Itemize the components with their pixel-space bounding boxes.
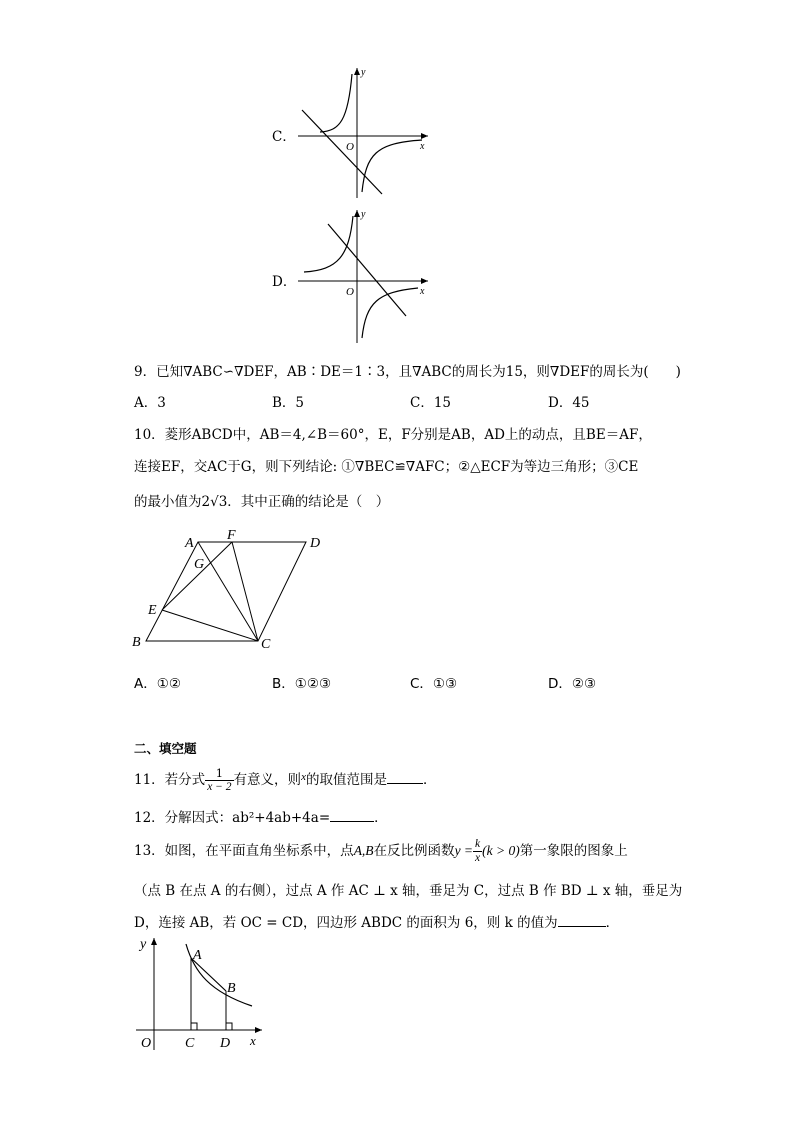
hyperbola-branch-quadrant-4 bbox=[362, 140, 422, 192]
q8-option-c-graph bbox=[290, 62, 440, 202]
q10-option-d: D．②③ bbox=[548, 676, 597, 692]
q11-stem bbox=[134, 760, 436, 794]
x-axis-label: x bbox=[420, 141, 425, 152]
q10-stem-line1: 10．菱形ABCD中，AB＝4,∠B＝60°，E，F分别是AB，AD上的动点，且BE＝AF， bbox=[134, 427, 652, 443]
y-axis-arrow bbox=[354, 68, 360, 75]
q13-condition: (k > 0) bbox=[482, 843, 520, 858]
point-label-a: A bbox=[185, 536, 194, 551]
q9-stem: 9．已知∇ABC∽∇DEF，AB∶DE＝1∶3，且∇ABC的周长为15，则∇DEF的周长为( ) bbox=[134, 364, 681, 380]
y-axis-arrow bbox=[354, 210, 360, 217]
q10-option-c: C．①③ bbox=[410, 676, 458, 692]
origin-label: O bbox=[141, 1036, 152, 1051]
point-label-e: E bbox=[148, 603, 157, 618]
origin-label: O bbox=[346, 286, 354, 298]
q13-line1-c: 第一象限的图象上 bbox=[519, 843, 628, 859]
q13-fraction-denominator: x bbox=[475, 852, 481, 864]
right-angle-mark-c bbox=[191, 1023, 197, 1030]
origin-label: O bbox=[346, 141, 354, 153]
q11-middle: 有意义，则 bbox=[233, 772, 302, 788]
point-label-d: D bbox=[220, 1036, 231, 1051]
q11-fraction bbox=[205, 767, 233, 794]
point-label-f: F bbox=[227, 528, 236, 543]
q11-prefix: 11．若分式 bbox=[134, 772, 206, 788]
right-angle-mark-d bbox=[226, 1023, 232, 1030]
q8-option-c-label: C． bbox=[272, 129, 296, 145]
q13-stem-line2: （点 B 在点 A 的右侧），过点 A 作 AC ⊥ x 轴，垂足为 C，过点 B 作 BD ⊥ x 轴，垂足为 bbox=[134, 883, 683, 899]
q12-end: ． bbox=[374, 810, 388, 826]
q11-fraction-numerator: 1 bbox=[205, 767, 233, 781]
point-label-a: A bbox=[193, 948, 202, 963]
segment-ef bbox=[162, 542, 232, 610]
q13-fraction bbox=[473, 838, 482, 865]
q13-answer-blank[interactable] bbox=[558, 914, 606, 927]
linear-function-line bbox=[328, 224, 406, 316]
y-axis-label: y bbox=[361, 209, 366, 220]
x-axis-arrow bbox=[255, 1027, 262, 1033]
q10-rhombus-figure bbox=[128, 528, 338, 656]
x-axis-arrow bbox=[421, 133, 428, 139]
q11-suffix: 的取值范围是 bbox=[305, 772, 387, 788]
point-label-b: B bbox=[227, 981, 236, 996]
x-axis-label: x bbox=[420, 286, 425, 297]
q12-answer-blank[interactable] bbox=[330, 809, 374, 822]
linear-function-line bbox=[302, 110, 382, 194]
q10-stem-line2: 连接EF，交AC于G，则下列结论: ①∇BEC≌∇AFC；②△ECF为等边三角形；③CE bbox=[134, 459, 639, 475]
segment-ec bbox=[162, 610, 258, 641]
q11-variable: x bbox=[301, 771, 306, 783]
q13-stem-line3 bbox=[134, 911, 619, 931]
q13-points: A,B bbox=[353, 843, 374, 858]
y-axis-arrow bbox=[151, 938, 157, 945]
segment-ac bbox=[198, 542, 258, 641]
section-heading-fill-blank: 二、填空题 bbox=[134, 741, 197, 756]
hyperbola-branch-quadrant-4 bbox=[362, 288, 418, 338]
q10-option-a: A．①② bbox=[134, 676, 181, 692]
point-label-b: B bbox=[132, 635, 141, 650]
q10-stem-line3: 的最小值为2√3．其中正确的结论是（ ） bbox=[134, 494, 390, 510]
point-label-d: D bbox=[310, 536, 321, 551]
q13-line3-b: ． bbox=[605, 915, 620, 931]
point-label-g: G bbox=[194, 557, 205, 572]
axis-label-y: y bbox=[140, 937, 147, 952]
q12-prefix: 12．分解因式：ab²+4ab+4a= bbox=[134, 810, 331, 826]
point-label-c: C bbox=[261, 637, 271, 652]
q13-line1-b: 在反比例函数 bbox=[373, 843, 455, 859]
q13-line3-a: D，连接 AB，若 OC = CD，四边形 ABDC 的面积为 6，则 k 的值为 bbox=[134, 915, 558, 931]
q13-stem-line1 bbox=[134, 832, 628, 870]
q9-option-a: A．3 bbox=[134, 395, 166, 411]
q8-option-d-graph bbox=[290, 206, 440, 346]
q11-fraction-denominator: x − 2 bbox=[207, 781, 232, 793]
q9-option-c: C．15 bbox=[410, 395, 452, 411]
q10-option-b: B．①②③ bbox=[272, 676, 332, 692]
q13-coordinate-figure bbox=[134, 932, 269, 1054]
q8-option-d-label: D． bbox=[272, 274, 297, 290]
q11-end: ． bbox=[422, 772, 437, 788]
point-label-c: C bbox=[185, 1036, 195, 1051]
y-axis-label: y bbox=[361, 67, 366, 78]
q9-option-d: D．45 bbox=[548, 395, 590, 411]
q11-answer-blank[interactable] bbox=[387, 771, 423, 784]
q13-fraction-numerator: k bbox=[475, 838, 481, 850]
x-axis-arrow bbox=[421, 278, 428, 284]
q9-option-b: B．5 bbox=[272, 395, 305, 411]
segment-fc bbox=[232, 542, 258, 641]
q13-line1-a: 13．如图，在平面直角坐标系中，点 bbox=[134, 843, 354, 859]
q12-stem bbox=[134, 806, 388, 826]
q13-function-y: y = bbox=[454, 843, 474, 858]
hyperbola-branch-quadrant-2 bbox=[320, 74, 352, 132]
rhombus-abcd bbox=[146, 542, 306, 641]
axis-label-x: x bbox=[250, 1033, 256, 1048]
